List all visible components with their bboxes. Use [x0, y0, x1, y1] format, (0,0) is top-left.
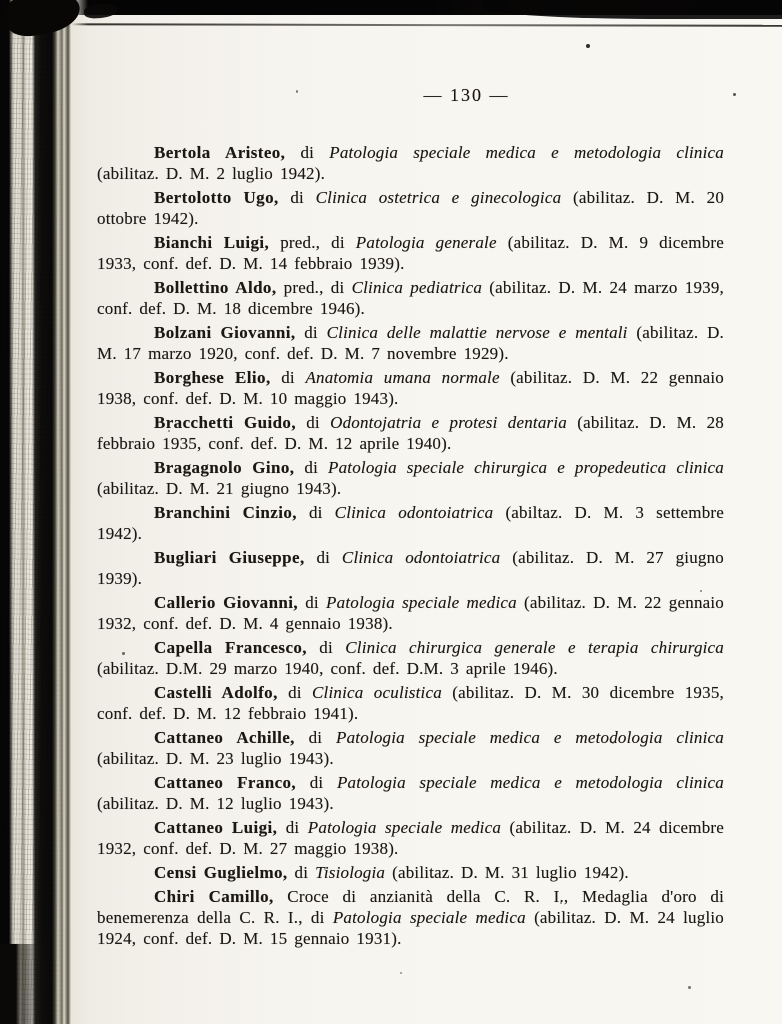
directory-entry: [97, 817, 724, 859]
directory-entry: [97, 682, 724, 724]
entry-lead-text: di: [309, 773, 324, 792]
directory-entry: [97, 727, 724, 769]
discipline-title: Patologia speciale medica: [307, 818, 502, 837]
directory-entry: [97, 322, 724, 364]
decree-details: (abilitaz. D. M. 20 ottobre 1942).: [97, 188, 725, 228]
person-name: Chiri Camillo,: [154, 887, 274, 906]
entry-lead-text: di: [281, 368, 295, 387]
discipline-title: Patologia generale: [355, 233, 497, 252]
entry-lead-text: di: [285, 818, 300, 837]
binding-texture: [0, 0, 74, 1024]
entry-lead-text: di: [294, 863, 309, 882]
person-name: Bracchetti Guido,: [154, 413, 296, 432]
directory-entry: [97, 412, 724, 454]
decree-details: (abilitaz. D. M. 2 luglio 1942).: [97, 164, 326, 183]
decree-details: (abilitaz. D. M. 24 marzo 1939, conf. def. D. M. 18 dicembre 1946).: [97, 278, 724, 318]
entry-lead-text: di: [316, 548, 331, 567]
discipline-title: Clinica pediatrica: [351, 278, 483, 297]
person-name: Cattaneo Achille,: [154, 728, 295, 747]
directory-entry: [97, 862, 724, 883]
decree-details: (abilitaz. D. M. 24 luglio 1924, conf. def. D. M. 15 gennaio 1931).: [97, 908, 725, 948]
entry-lead-text: pred., di: [280, 233, 345, 252]
page-body: [97, 0, 724, 952]
decree-details: (abilitaz. D. M. 12 luglio 1943).: [97, 794, 334, 813]
directory-entry: [97, 502, 724, 544]
directory-entry: [97, 637, 724, 679]
entry-lead-text: di: [288, 683, 302, 702]
person-name: Censi Guglielmo,: [154, 863, 288, 882]
directory-entry: [97, 547, 724, 589]
discipline-title: Patologia speciale medica: [332, 908, 526, 927]
decree-details: (abilitaz. D. M. 28 febbraio 1935, conf. def. D. M. 12 aprile 1940).: [97, 413, 725, 453]
directory-entry: [97, 592, 724, 634]
discipline-title: Patologia speciale medica e metodologia clinica: [336, 728, 725, 747]
entry-lead-text: di: [300, 143, 315, 162]
discipline-title: Clinica delle malattie nervose e mentali: [326, 323, 628, 342]
discipline-title: Patologia speciale medica e metodologia clinica: [329, 143, 724, 162]
decree-details: (abilitaz. D. M. 17 marzo 1920, conf. def. D. M. 7 novembre 1929).: [97, 323, 724, 363]
decree-details: (abilitaz. D. M. 21 giugno 1943).: [97, 479, 342, 498]
person-name: Bollettino Aldo,: [154, 278, 277, 297]
decree-details: (abilitaz. D. M. 24 dicembre 1932, conf. def. D. M. 27 maggio 1938).: [97, 818, 725, 858]
person-name: Bugliari Giuseppe,: [154, 548, 305, 567]
entry-lead-text: di: [306, 413, 320, 432]
decree-details: (abilitaz. D. M. 27 giugno 1939).: [97, 548, 725, 588]
entry-lead-text: di: [305, 593, 319, 612]
decree-details: (abilitaz. D. M. 9 dicembre 1933, conf. def. D. M. 14 febbraio 1939).: [97, 233, 725, 273]
binding-bottom-streak: [0, 944, 96, 1024]
discipline-title: Patologia speciale medica: [326, 593, 517, 612]
decree-details: (abilitaz. D. M. 30 dicembre 1935, conf. def. D. M. 12 febbraio 1941).: [97, 683, 724, 723]
directory-entry: [97, 142, 724, 184]
decree-details: (abilitaz. D. M. 23 luglio 1943).: [97, 749, 334, 768]
discipline-title: Clinica oculistica: [312, 683, 442, 702]
person-name: Bragagnolo Gino,: [154, 458, 295, 477]
discipline-title: Clinica odontoiatrica: [341, 548, 501, 567]
person-name: Bianchi Luigi,: [154, 233, 270, 252]
person-name: Branchini Cinzio,: [154, 503, 297, 522]
discipline-title: Patologia speciale chirurgica e propedeutica clinica: [327, 458, 725, 477]
directory-entry: [97, 187, 724, 229]
directory-entry: [97, 772, 724, 814]
person-name: Bolzani Giovanni,: [154, 323, 296, 342]
person-name: Castelli Adolfo,: [154, 683, 278, 702]
entry-lead-text: di: [308, 503, 323, 522]
decree-details: (abilitaz. D. M. 22 gennaio 1938, conf. def. D. M. 10 maggio 1943).: [97, 368, 724, 408]
discipline-title: Anatomia umana normale: [305, 368, 500, 387]
person-name: Bertola Aristeo,: [154, 143, 286, 162]
entry-lead-text: di: [304, 458, 318, 477]
discipline-title: Tisiologia: [315, 863, 386, 882]
person-name: Cattaneo Luigi,: [154, 818, 278, 837]
person-name: Cattaneo Franco,: [154, 773, 297, 792]
discipline-title: Odontojatria e protesi dentaria: [330, 413, 567, 432]
discipline-title: Clinica odontoiatrica: [334, 503, 494, 522]
discipline-title: Clinica chirurgica generale e terapia chirurgica: [345, 638, 725, 657]
decree-details: (abilitaz. D. M. 31 luglio 1942).: [392, 863, 629, 882]
directory-entry: [97, 457, 724, 499]
person-name: Callerio Giovanni,: [154, 593, 299, 612]
person-name: Borghese Elio,: [154, 368, 271, 387]
directory-entry: [97, 367, 724, 409]
decree-details: (abiltaz. D. M. 3 settembre 1942).: [97, 503, 725, 543]
directory-entry: [97, 232, 724, 274]
entry-lead-text: Croce di anzianità della C. R. I., Medaglia d'oro di benemerenza della C. R. I., di: [97, 887, 724, 927]
directory-entry: [97, 277, 724, 319]
entry-lead-text: di: [290, 188, 304, 207]
page-number: — 130 —: [423, 85, 510, 105]
person-name: Capella Francesco,: [154, 638, 307, 657]
entry-lead-text: di: [308, 728, 323, 747]
discipline-title: Patologia speciale medica e metodologia clinica: [336, 773, 724, 792]
entry-lead-text: pred., di: [283, 278, 345, 297]
decree-details: (abilitaz. D. M. 22 gennaio 1932, conf. def. D. M. 4 gennaio 1938).: [97, 593, 725, 633]
directory-entry: [97, 886, 724, 949]
discipline-title: Clinica ostetrica e ginecologica: [315, 188, 562, 207]
decree-details: (abilitaz. D.M. 29 marzo 1940, conf. def. D.M. 3 aprile 1946).: [97, 659, 558, 678]
entries: [97, 142, 724, 949]
entry-lead-text: di: [319, 638, 333, 657]
person-name: Bertolotto Ugo,: [154, 188, 279, 207]
entry-lead-text: di: [304, 323, 318, 342]
